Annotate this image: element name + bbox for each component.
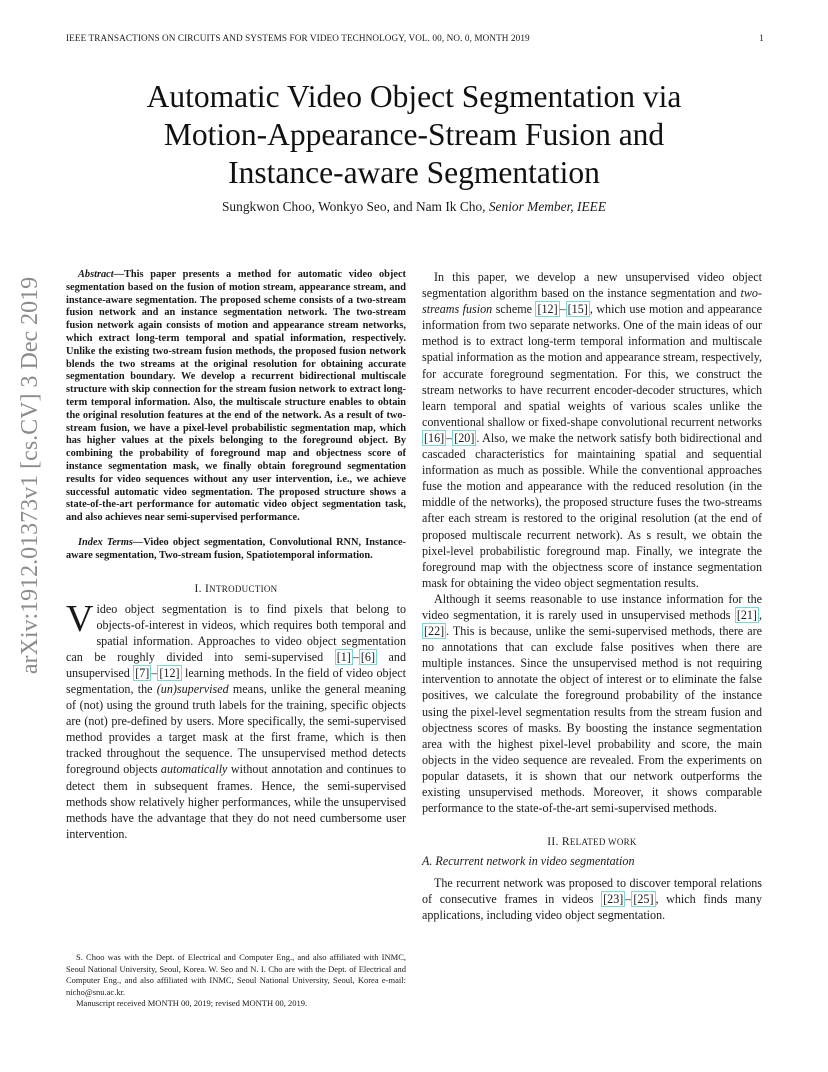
text-run: In this paper, we develop a new unsupervised video object segmentation algorithm based on the instance segmentation and <box>422 270 762 301</box>
arxiv-id: arXiv:1912.01373v1 [cs.CV] 3 Dec 2019 <box>17 276 44 674</box>
abstract-text: —This paper presents a method for automatic video object segmentation based on the fusion of motion stream, appearance stream, and instance-aware segmentation. The proposed scheme consists of a two-stream fusion network and an instance segmentation network. The two-stream fusion network again consists of motion and appearance stream networks, which extract long-term temporal and spatial information, respectively. Unlike the existing two-stream fusion methods, the proposed fusion network blends the two streams at the original resolution for obtaining accurate segmentation boundary. We develop a recurrent bidirectional multiscale structure with skip connection for the stream fusion network to extract long-term temporal information. Also, the multiscale structure enables to obtain the original resolution features at the end of the network. As a result of two-stream fusion, we have a pixel-level probabilistic segmentation map, which has higher values at the pixels belonging to the foreground object. By combining the probability of foreground map and objectness score of instance segmentation mask, we finally obtain foreground segmentation results for video sequences without any user intervention, i.e., we achieve successful automatic video segmentation. The proposed structure shows a state-of-the-art performance for automatic video object segmentation task, and also achieves near semi-supervised performance. <box>66 269 406 524</box>
section-title-initial: I <box>205 582 210 595</box>
left-column <box>66 269 406 842</box>
text-run: means, unlike the general meaning of (not) using the ground truth labels for the training, specific objects are (not) pre-defined by users. More specifically, the semi-supervised method provides a target mask at the first frame, which is then tracked throughout the sequence. The unsupervised method detects foreground objects <box>66 682 406 777</box>
right-column <box>422 269 762 923</box>
citation-link[interactable]: [21] <box>736 607 757 622</box>
citation-link[interactable]: [22] <box>424 624 445 639</box>
section-heading-introduction <box>66 583 406 595</box>
text-run: Although it seems reasonable to use instance information for the video segmentation, it is rarely used in unsupervised methods <box>422 591 762 622</box>
emphasis: (un)supervised <box>156 682 229 696</box>
section-title <box>205 583 277 595</box>
text-run: – <box>446 430 453 445</box>
paragraph <box>422 875 762 923</box>
text-run: without annotation and continues to detect them in subsequent frames. Hence, the semi-supervised methods show relatively higher performances, while the unsupervised methods have the advantage that they do not need cumbersome user intervention. <box>66 762 406 841</box>
section-title-rest: NTRODUCTION <box>209 583 278 594</box>
section-title-initial: R <box>561 836 570 849</box>
journal-header: IEEE TRANSACTIONS ON CIRCUITS AND SYSTEMS FOR VIDEO TECHNOLOGY, VOL. 00, NO. 0, MONTH 2019 <box>66 33 530 43</box>
emphasis: automatically <box>160 762 228 777</box>
index-terms-text: —Video object segmentation, Convolutional RNN, Instance-aware segmentation, Two-stream fusion, Spatiotemporal information. <box>66 536 407 561</box>
citation-link[interactable]: [7] <box>135 665 150 680</box>
citation-link[interactable]: [23] <box>603 892 624 907</box>
section-heading-related-work <box>422 836 762 848</box>
abstract <box>66 269 406 525</box>
section-numeral: I. <box>194 582 202 595</box>
citation-link[interactable]: [25] <box>633 892 654 907</box>
text-run: and unsupervised <box>66 649 406 680</box>
arxiv-watermark <box>8 276 54 674</box>
title-line: Instance-aware Segmentation <box>228 155 600 190</box>
intro-paragraph <box>66 597 406 842</box>
text-run: . Also, we make the network satisfy both bidirectional and cascaded characteristics for maintaining spatial and sequential information as much as possible. While the conventional approaches fuse the motion and appearance with the reduced resolution (in the middle of the networks), the proposed structure fuses the two-streams after each stream is restored to the original resolution (at the end of proposed multiscale recurrent network). As s result, we obtain the pixel-level probabilistic foreground map. Finally, we integrate the foreground map with the objectness score of instance segmentation mask for obtaining the video object segmentation results. <box>422 430 762 590</box>
index-terms <box>66 537 406 563</box>
running-header <box>66 33 764 43</box>
text-run: ideo object segmentation is to find pixels that belong to objects-of-interest in videos, which requires both temporal and spatial information. Approaches to video object segmentation can be roughly divided into semi-supervised <box>66 601 406 664</box>
text-run: , which finds many applications, including video object segmentation. <box>422 892 762 923</box>
footnote-manuscript: Manuscript received MONTH 00, 2019; revised MONTH 00, 2019. <box>76 998 308 1008</box>
author-list <box>66 199 762 215</box>
citation-link[interactable]: [12] <box>159 665 180 680</box>
drop-cap: V <box>66 597 94 640</box>
paragraph <box>422 269 762 591</box>
text-run: – <box>559 302 566 317</box>
author-membership: Senior Member, IEEE <box>488 199 606 214</box>
text-run: – <box>151 665 158 680</box>
text-run: scheme <box>492 302 536 317</box>
section-title-rest: ELATED WORK <box>569 837 637 848</box>
text-run: – <box>352 649 359 664</box>
title-line: Motion-Appearance-Stream Fusion and <box>163 117 665 152</box>
citation-link[interactable]: [1] <box>336 649 351 664</box>
paragraph <box>422 591 762 816</box>
citation-link[interactable]: [20] <box>454 430 475 445</box>
section-title <box>562 836 637 848</box>
text-run: The recurrent network was proposed to discover temporal relations of consecutive frames in videos <box>422 876 762 907</box>
subsection-heading: A. Recurrent network in video segmentation <box>422 854 635 869</box>
index-terms-label: Index Terms <box>78 536 133 548</box>
footnote-affiliation: S. Choo was with the Dept. of Electrical and Computer Eng., and also affiliated with INMC, Seoul National University, Seoul, Korea. W. Seo and N. I. Cho are with the Dept. of Electrical and Computer Eng., and also affiliated with INMC, Seoul National University, Seoul, Korea e-mail: nicho@snu.ac.kr. <box>66 952 406 997</box>
text-run: . This is because, unlike the semi-supervised methods, there are no annotations that can exclude false positives when there are multiple instances. Since the unsupervised method is not requiring intervention to annotate the object of interest or to eliminate the false positives, we calculate the foreground probability of the instance using the pixel-level segmentation results from the stream fusion and objectness scores of masks. By boosting the instance segmentation area with the highest pixel-level probability and score, the main objects in the video sequence are revealed. From the experiments on popular datasets, it is shown that our network outperforms the existing unsupervised methods. Moreover, it shows comparable performance to the state-of-the-art semi-supervised methods. <box>422 624 762 816</box>
title-line: Automatic Video Object Segmentation via <box>146 79 682 114</box>
citation-link[interactable]: [12] <box>537 302 558 317</box>
paper-title <box>66 78 762 192</box>
footnote <box>66 952 406 1010</box>
abstract-label: Abstract <box>78 269 114 280</box>
citation-link[interactable]: [6] <box>360 649 375 664</box>
text-run: learning methods. In the field of video object segmentation, the <box>66 665 406 696</box>
citation-link[interactable]: [16] <box>424 430 445 445</box>
page-number: 1 <box>759 33 764 43</box>
emphasis: two-streams fusion <box>422 286 762 317</box>
citation-link[interactable]: [15] <box>567 302 588 317</box>
text-run: , <box>758 607 762 622</box>
author-names: Sungkwon Choo, Wonkyo Seo, and Nam Ik Cho, <box>221 199 486 214</box>
section-numeral: II. <box>547 836 559 849</box>
text-run: , which use motion and appearance information from two separate networks. One of the main ideas of our method is to extract long-term temporal information and multiscale spatial information as the motion and appearance stream, respectively, for accurate foreground segmentation. For this, we construct the stream networks to have recurrent encoder-decoder structures, which learn temporal and spatial weights of various scales unlike the conventional shallow or fixed-shape convolutional recurrent networks <box>422 302 762 429</box>
text-run: – <box>625 892 632 907</box>
